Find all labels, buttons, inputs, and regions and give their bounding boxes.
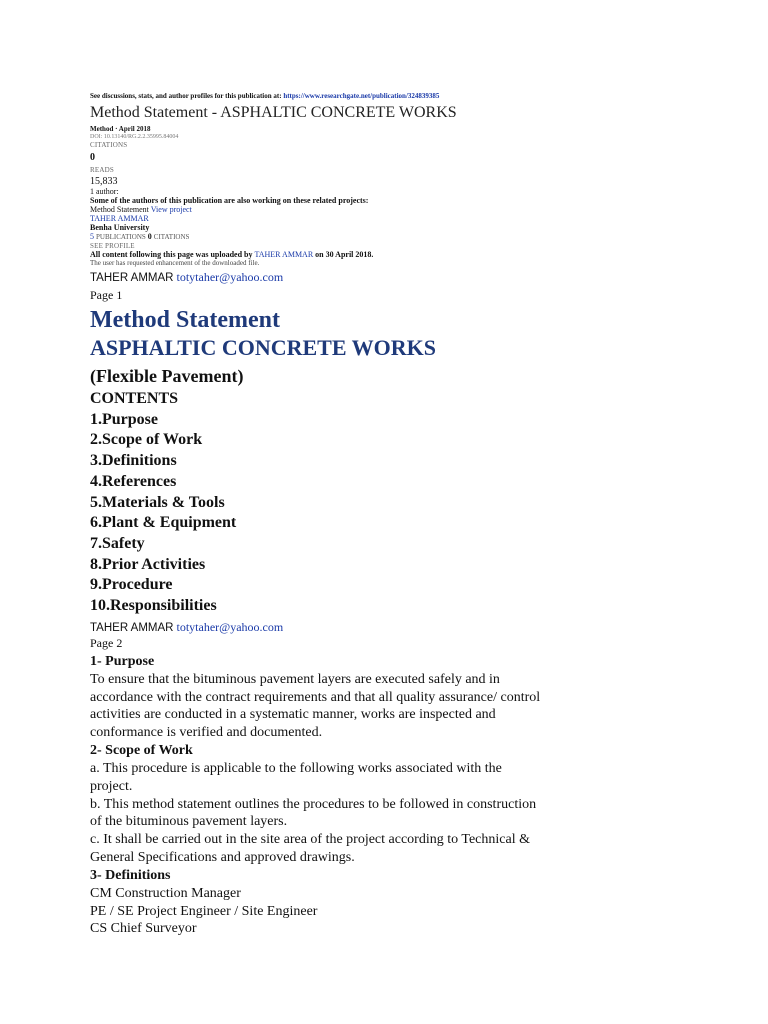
project-name: Method Statement bbox=[90, 205, 149, 214]
discussion-prefix: See discussions, stats, and author profiles for this publication at: bbox=[90, 92, 282, 100]
citations-label: CITATIONS bbox=[90, 141, 128, 149]
page-2-label: Page 2 bbox=[90, 635, 123, 650]
author-stats bbox=[90, 232, 690, 242]
publications-count: 5 bbox=[90, 232, 94, 241]
text-line: b. This method statement outlines the procedures to be followed in construction bbox=[90, 796, 537, 812]
toc-item: 8.Prior Activities bbox=[90, 555, 206, 573]
toc-item: 7.Safety bbox=[90, 534, 145, 552]
page-1-label: Page 1 bbox=[90, 288, 123, 302]
toc-item: 4.References bbox=[90, 472, 177, 490]
author-email-link-2[interactable]: totytaher@yahoo.com bbox=[176, 619, 284, 634]
toc-item: 1.Purpose bbox=[90, 410, 158, 428]
related-projects-note: Some of the authors of this publication are also working on these related projects: bbox=[90, 196, 369, 205]
section-2-text bbox=[90, 760, 580, 867]
publication-doi: DOI: 10.13140/RG.2.2.35995.84004 bbox=[90, 134, 179, 140]
author-citations-label: CITATIONS bbox=[153, 233, 190, 241]
author-name-1: TAHER AMMAR bbox=[90, 272, 174, 284]
publication-title: Method Statement - ASPHALTIC CONCRETE WORKS bbox=[90, 104, 457, 121]
toc-item: 2.Scope of Work bbox=[90, 431, 203, 449]
discussion-line bbox=[90, 92, 690, 101]
text-line: conformance is verified and documented. bbox=[90, 725, 323, 741]
text-line: CM Construction Manager bbox=[90, 885, 241, 901]
toc-item: 6.Plant & Equipment bbox=[90, 514, 237, 532]
document-page bbox=[90, 92, 690, 938]
text-line: c. It shall be carried out in the site area of the project according to Technical & bbox=[90, 832, 530, 848]
cover-subtitle: (Flexible Pavement) bbox=[90, 366, 244, 386]
author-university: Benha University bbox=[90, 223, 150, 232]
publication-type-date: Method · April 2018 bbox=[90, 125, 151, 133]
text-line: project. bbox=[90, 778, 133, 794]
author-line-2 bbox=[90, 620, 690, 636]
text-line: To ensure that the bituminous pavement layers are executed safely and in bbox=[90, 671, 500, 687]
discussion-link[interactable]: https://www.researchgate.net/publication/324839385 bbox=[283, 92, 440, 100]
enhancement-note: The user has requested enhancement of the downloaded file. bbox=[90, 259, 260, 267]
uploader-link[interactable]: TAHER AMMAR bbox=[254, 250, 314, 259]
reads-value: 15,833 bbox=[90, 176, 118, 187]
section-1-text bbox=[90, 671, 580, 742]
section-3-heading: 3- Definitions bbox=[90, 867, 171, 883]
text-line: CS Chief Surveyor bbox=[90, 921, 197, 937]
text-line: of the bituminous pavement layers. bbox=[90, 814, 288, 830]
text-line: a. This procedure is applicable to the following works associated with the bbox=[90, 760, 502, 776]
reads-label: READS bbox=[90, 166, 114, 174]
author-citations-count: 0 bbox=[147, 232, 152, 241]
author-name-2: TAHER AMMAR bbox=[90, 621, 174, 634]
see-profile-link[interactable]: SEE PROFILE bbox=[90, 242, 135, 250]
author-line-1 bbox=[90, 270, 690, 286]
uploaded-line bbox=[90, 250, 690, 259]
uploaded-prefix: All content following this page was uploaded by bbox=[90, 250, 253, 259]
toc-item: 5.Materials & Tools bbox=[90, 493, 225, 511]
cover-title-2: ASPHALTIC CONCRETE WORKS bbox=[90, 335, 436, 360]
table-of-contents bbox=[90, 410, 690, 617]
toc-item: 9.Procedure bbox=[90, 576, 173, 594]
author-profile-link[interactable]: TAHER AMMAR bbox=[90, 214, 149, 223]
toc-item: 3.Definitions bbox=[90, 452, 177, 470]
toc-item: 10.Responsibilities bbox=[90, 597, 217, 615]
authors-count: 1 author: bbox=[90, 187, 119, 196]
contents-label: CONTENTS bbox=[90, 390, 179, 407]
section-3-text bbox=[90, 885, 580, 938]
publications-label: PUBLICATIONS bbox=[96, 233, 146, 241]
uploaded-suffix: on 30 April 2018. bbox=[315, 250, 374, 259]
author-profile-line bbox=[90, 214, 690, 223]
section-1-heading: 1- Purpose bbox=[90, 653, 155, 669]
project-line bbox=[90, 205, 690, 214]
text-line: activities are conducted in a systematic manner, works are inspected and bbox=[90, 707, 496, 723]
section-2-heading: 2- Scope of Work bbox=[90, 742, 193, 758]
text-line: General Specifications and approved drawings. bbox=[90, 849, 355, 865]
citations-value: 0 bbox=[90, 152, 95, 163]
text-line: accordance with the contract requirements and that all quality assurance/ control bbox=[90, 689, 541, 705]
cover-title-1: Method Statement bbox=[90, 307, 280, 333]
text-line: PE / SE Project Engineer / Site Engineer bbox=[90, 903, 318, 919]
view-project-link[interactable]: View project bbox=[150, 205, 192, 214]
author-email-link-1[interactable]: totytaher@yahoo.com bbox=[176, 270, 284, 284]
